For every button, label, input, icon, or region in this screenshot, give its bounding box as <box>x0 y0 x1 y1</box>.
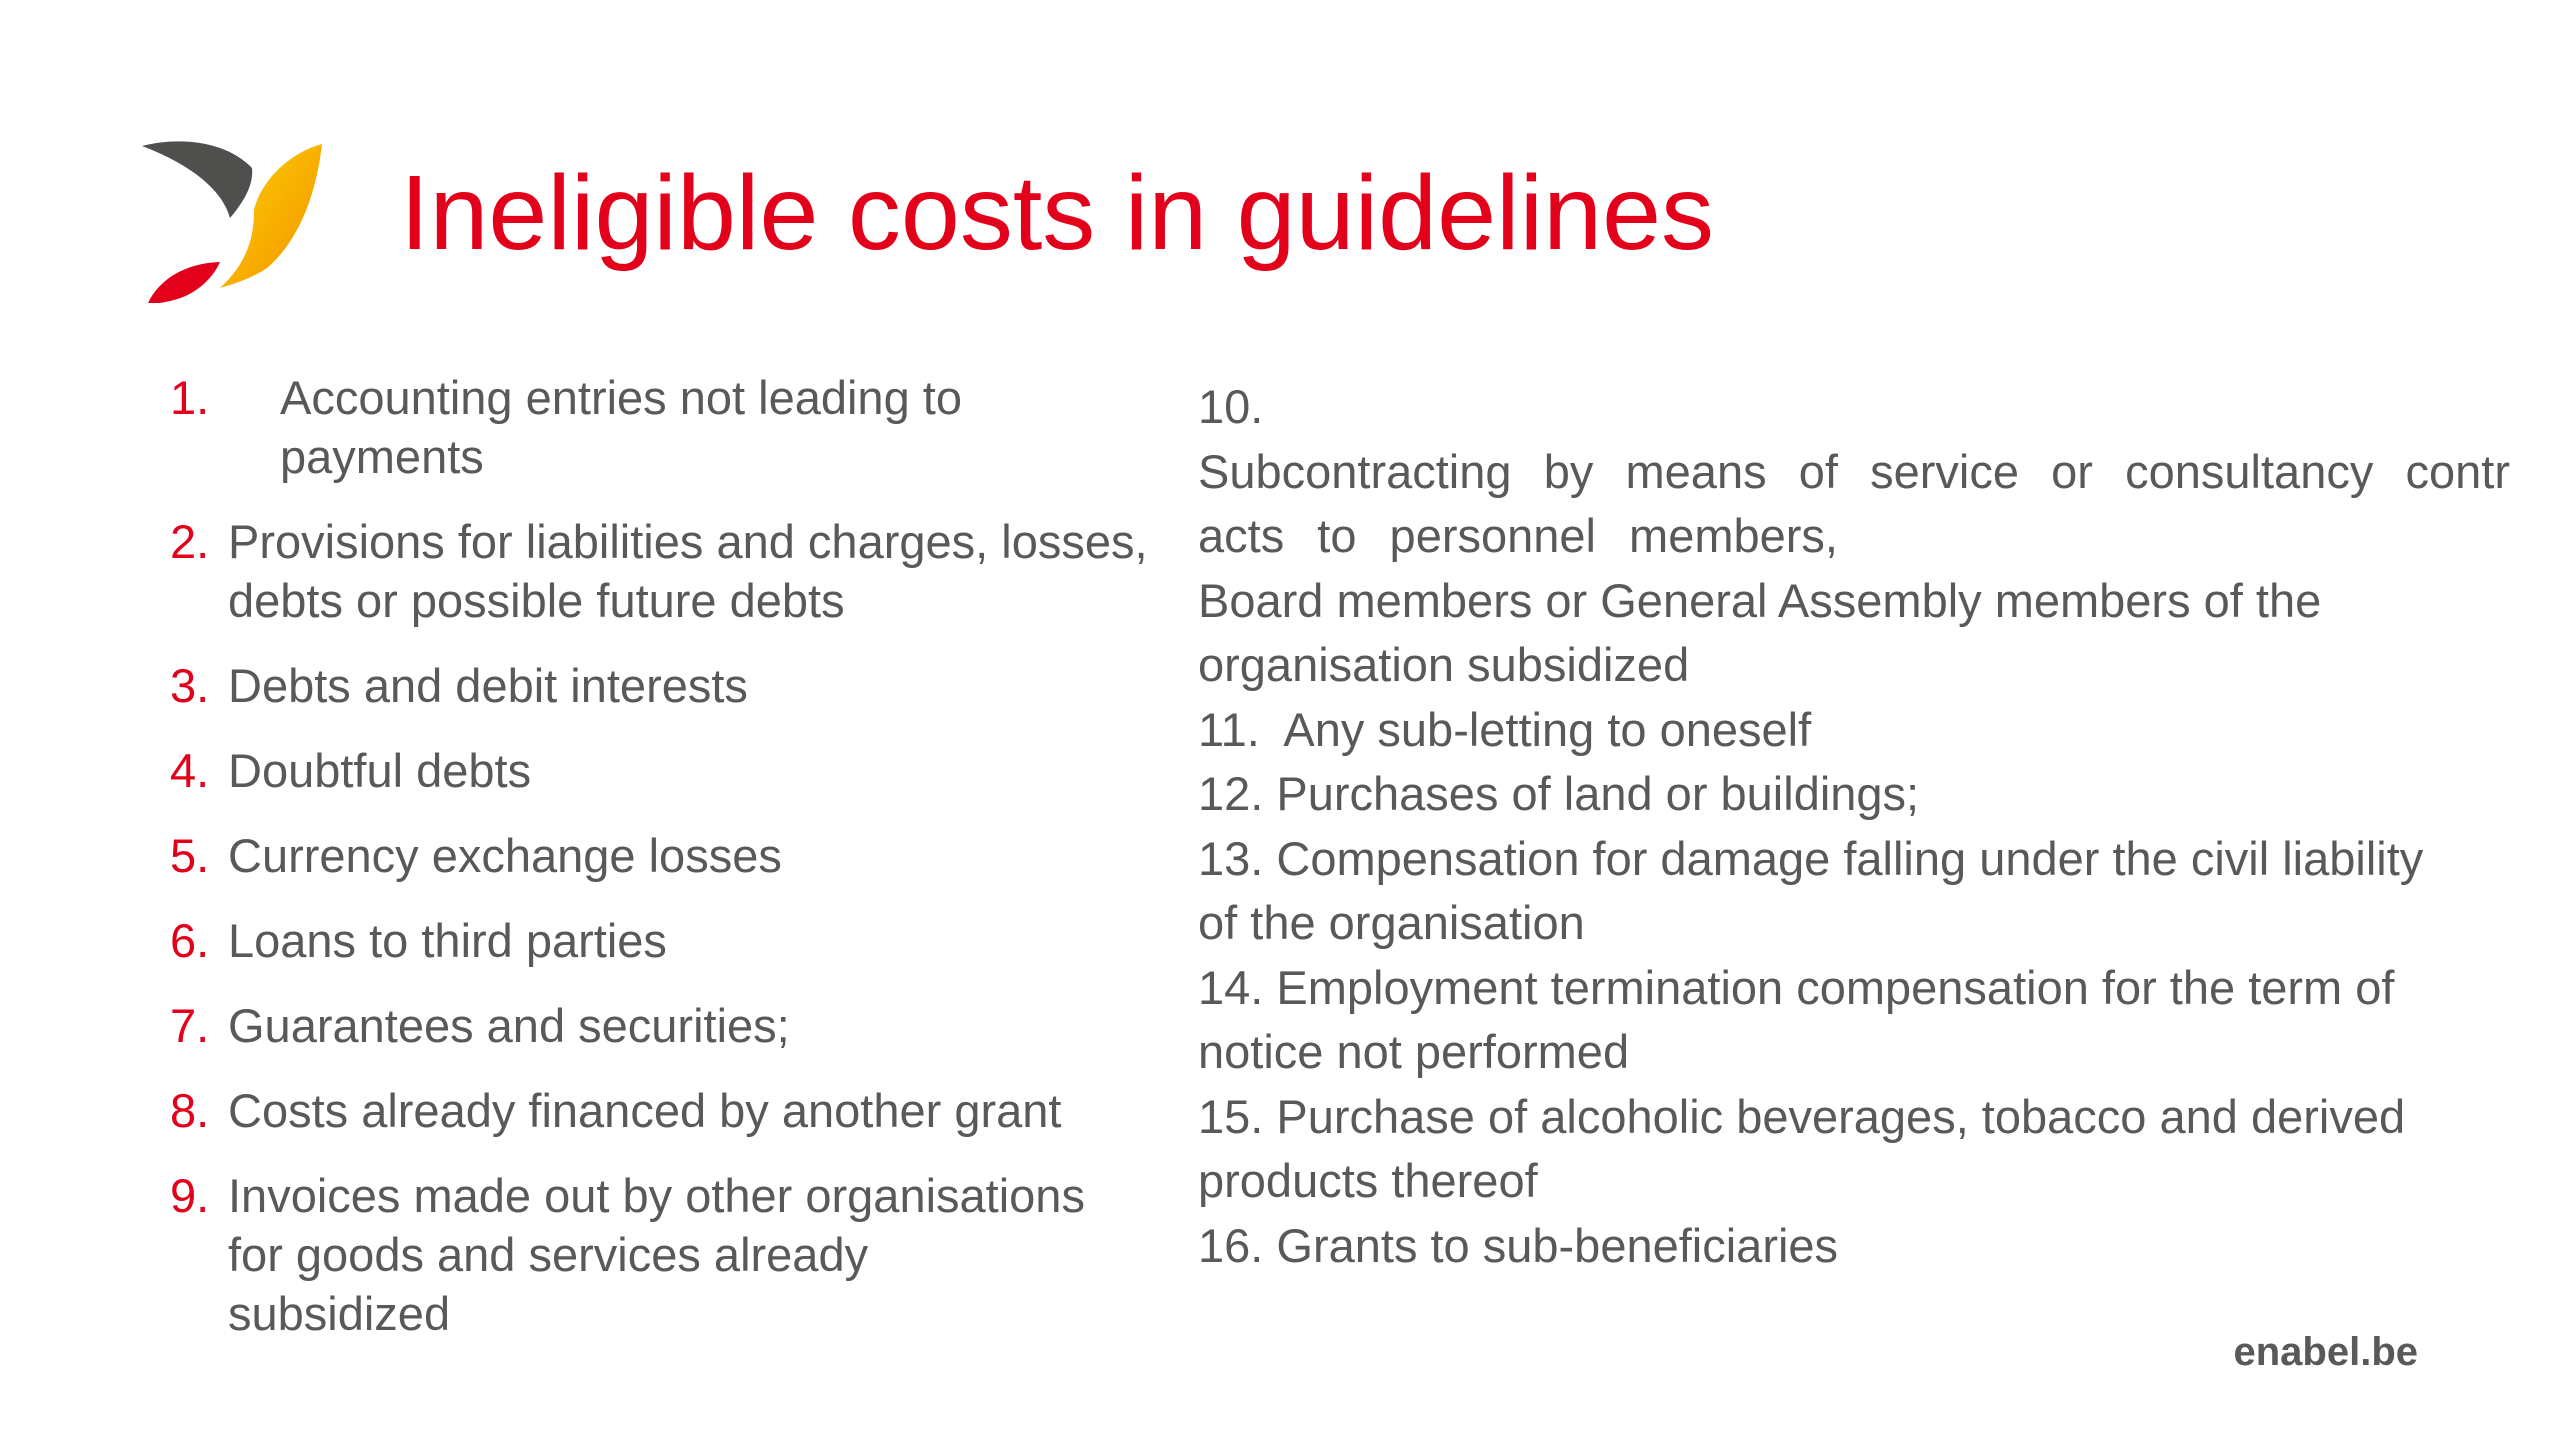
list-item-text <box>1198 504 2510 569</box>
footer-website: enabel.be <box>2233 1330 2418 1374</box>
list-item-number: 6. <box>170 914 210 967</box>
list-item-text: Board members or General Assembly members of the <box>1198 573 2322 627</box>
list-item: 14. Employment termination compensation for the term of <box>1198 960 2395 1014</box>
list-item-text: Provisions for liabilities and charges, losses, debts or possible future debts <box>228 515 1148 627</box>
list-item-text: Accounting entries not leading to payments <box>280 371 962 483</box>
list-item-text: Costs already financed by another grant <box>228 1084 1062 1137</box>
list-item-text: of the organisation <box>1198 896 1585 949</box>
list-item-text: organisation subsidized <box>1198 638 1690 691</box>
list-item: 15. Purchase of alcoholic beverages, tobacco and derived <box>1198 1089 2406 1143</box>
list-item-text-segment: acts to personnel members, <box>1198 509 1838 562</box>
list-item-number: 2. <box>170 515 210 568</box>
slide-title: Ineligible costs in guidelines <box>400 154 1715 272</box>
list-item-number: 5. <box>170 829 210 882</box>
list-item <box>170 368 1150 486</box>
list-item <box>170 826 1150 885</box>
list-item-text: Loans to third parties <box>228 914 667 967</box>
list-item: 13. Compensation for damage falling under the civil liability <box>1198 831 2424 885</box>
list-item-text: Invoices made out by other organisations for goods and services already subsidized <box>228 1169 1085 1340</box>
list-item <box>170 1166 1150 1343</box>
list-item-text: Currency exchange losses <box>228 829 782 882</box>
left-cost-list <box>170 368 1150 1369</box>
list-item <box>170 512 1150 630</box>
list-item <box>170 741 1150 800</box>
list-item-number: 8. <box>170 1084 210 1137</box>
list-item: 11. Any sub-letting to oneself <box>1198 702 1812 756</box>
list-item <box>170 1081 1150 1140</box>
list-item <box>170 996 1150 1055</box>
list-item-number: 10. <box>1198 380 1264 433</box>
list-item-text: Subcontracting by means of service or consultancy contr <box>1198 444 2510 498</box>
right-cost-list <box>1198 375 2510 1278</box>
list-item <box>170 656 1150 715</box>
list-item-text: Doubtful debts <box>228 744 532 797</box>
list-item: 16. Grants to sub-beneficiaries <box>1198 1218 1839 1272</box>
enabel-logo-icon <box>142 138 322 303</box>
list-item-text: products thereof <box>1198 1154 1538 1207</box>
list-item-text: Debts and debit interests <box>228 659 748 712</box>
list-item: 12. Purchases of land or buildings; <box>1198 767 1920 820</box>
list-item-number: 7. <box>170 999 210 1052</box>
list-item-number: 3. <box>170 659 210 712</box>
list-item-number: 1. <box>170 371 210 424</box>
list-item-text: notice not performed <box>1198 1025 1630 1078</box>
list-item-text: Guarantees and securities; <box>228 999 790 1052</box>
list-item-number: 9. <box>170 1169 210 1222</box>
list-item-number: 4. <box>170 744 210 797</box>
list-item <box>170 911 1150 970</box>
